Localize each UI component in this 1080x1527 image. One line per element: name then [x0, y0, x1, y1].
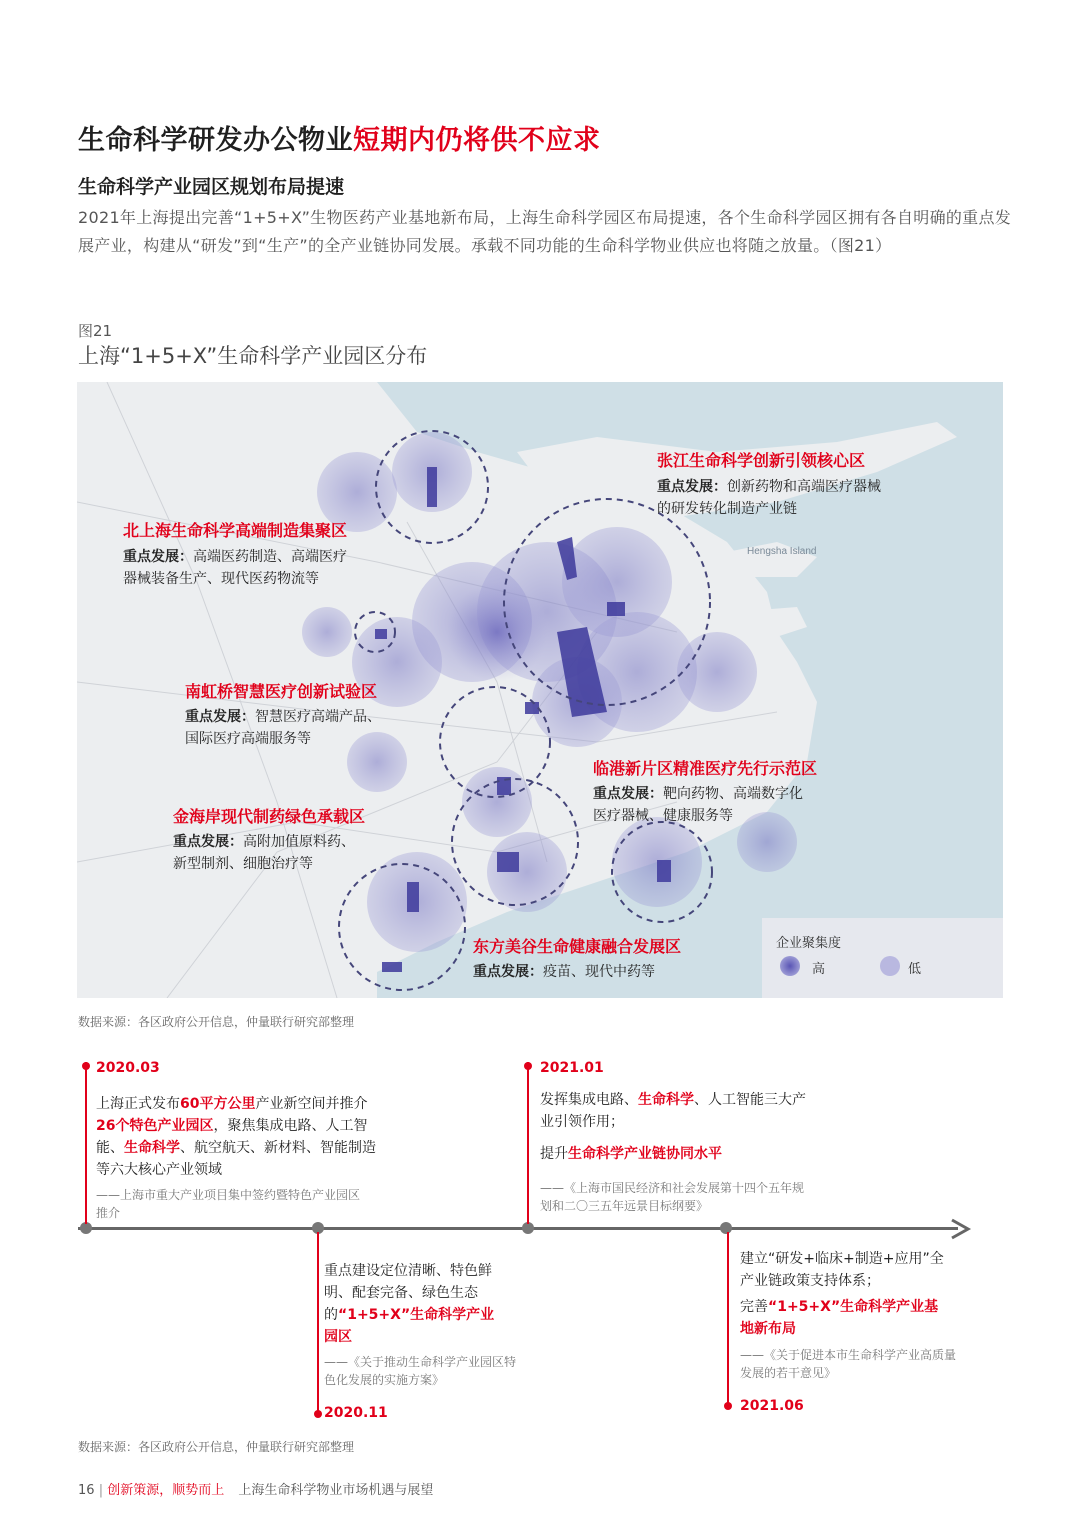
timeline-connector [527, 1062, 529, 1224]
timeline-connector [317, 1232, 319, 1414]
timeline-connector [85, 1062, 87, 1224]
timeline-arrow-icon [950, 1218, 974, 1240]
page-title: 生命科学研发办公物业短期内仍将供不应求 [78, 125, 601, 156]
legend-high-swatch [780, 956, 800, 976]
region-title-zhangjiang: 张江生命科学创新引领核心区 [657, 451, 866, 470]
timeline-connector [727, 1232, 729, 1406]
region-desc-zhangjiang: 重点发展：创新药物和高端医疗器械 的研发转化制造产业链 [657, 479, 881, 517]
event-text-2021-01: 发挥集成电路、生命科学、人工智能三大产业引领作用； 提升生命科学产业链协同水平 [540, 1092, 806, 1162]
region-desc-hongqiao: 重点发展：智慧医疗高端产品、 国际医疗高端服务等 [185, 709, 381, 747]
shanghai-map [77, 382, 1003, 998]
region-title-dongfang: 东方美谷生命健康融合发展区 [473, 937, 682, 956]
section-subtitle: 生命科学产业园区规划布局提速 [78, 176, 345, 198]
legend-low-label: 低 [908, 962, 922, 977]
event-quote-2020-03: ——上海市重大产业项目集中签约暨特色产业园区推介 [96, 1188, 361, 1220]
map-source: 数据来源：各区政府公开信息，仲量联行研究部整理 [78, 1015, 355, 1029]
figure-number: 图21 [78, 322, 113, 340]
region-title-hongqiao: 南虹桥智慧医疗创新试验区 [185, 682, 378, 701]
legend-high-label: 高 [812, 962, 826, 977]
timeline-marker [524, 1062, 532, 1070]
page-number: 16 [78, 1483, 95, 1498]
region-desc-lingang: 重点发展：靶向药物、高端数字化 医疗器械、健康服务等 [593, 786, 803, 824]
timeline-marker [314, 1410, 322, 1418]
timeline-axis [78, 1227, 958, 1230]
region-desc-north: 重点发展：高端医药制造、高端医疗 器械装备生产、现代医药物流等 [123, 549, 347, 587]
region-title-jinhaian: 金海岸现代制药绿色承载区 [173, 807, 366, 826]
island-label: Hengsha Island [747, 546, 817, 557]
event-date-2021-01: 2021.01 [540, 1060, 604, 1076]
page-footer: 16 | 创新策源，顺势而上 上海生命科学物业市场机遇与展望 [78, 1483, 434, 1498]
event-date-2020-03: 2020.03 [96, 1060, 160, 1076]
footer-section: 创新策源，顺势而上 [107, 1483, 225, 1498]
event-date-2020-11: 2020.11 [324, 1405, 388, 1421]
event-quote-2020-11: ——《关于推动生命科学产业园区特色化发展的实施方案》 [324, 1355, 517, 1387]
event-text-2020-03: 上海正式发布60平方公里产业新空间并推介26个特色产业园区，聚焦集成电路、人工智能、生命科学、航空航天、新材料、智能制造等六大核心产业领域 [96, 1096, 376, 1178]
region-desc-jinhaian: 重点发展：高附加值原料药、 新型制剂、细胞治疗等 [173, 834, 355, 872]
event-quote-2021-01: ——《上海市国民经济和社会发展第十四个五年规划和二〇三五年远景目标纲要》 [540, 1181, 805, 1213]
footer-report: 上海生命科学物业市场机遇与展望 [238, 1483, 434, 1498]
timeline-dot [720, 1222, 732, 1234]
intro-paragraph: 2021年上海提出完善“1+5+X”生物医药产业基地新布局，上海生命科学园区布局提速，各个生命科学园区拥有各自明确的重点发展产业，构建从“研发”到“生产”的全产业链协同发展。承载不同功能的生命科学物业供应也将随之放量。（图21） [78, 208, 1012, 255]
event-text-2021-06: 建立“研发+临床+制造+应用”全产业链政策支持体系； 完善“1+5+X”生命科学产业基地新布局 [740, 1251, 944, 1337]
figure-title: 上海“1+5+X”生命科学产业园区分布 [78, 344, 428, 368]
legend-title: 企业聚集度 [776, 936, 842, 951]
timeline-source: 数据来源：各区政府公开信息，仲量联行研究部整理 [78, 1440, 355, 1454]
event-quote-2021-06: ——《关于促进本市生命科学产业高质量发展的若干意见》 [740, 1348, 957, 1380]
region-title-lingang: 临港新片区精准医疗先行示范区 [593, 759, 818, 778]
timeline-marker [724, 1402, 732, 1410]
region-title-north: 北上海生命科学高端制造集聚区 [123, 521, 348, 540]
timeline-marker [82, 1062, 90, 1070]
legend-low-swatch [880, 956, 900, 976]
map-legend [762, 918, 1003, 998]
event-text-2020-11: 重点建设定位清晰、特色鲜明、配套完备、绿色生态的“1+5+X”生命科学产业园区 [324, 1263, 495, 1345]
region-desc-dongfang: 重点发展：疫苗、现代中药等 [473, 964, 655, 980]
event-date-2021-06: 2021.06 [740, 1398, 804, 1414]
